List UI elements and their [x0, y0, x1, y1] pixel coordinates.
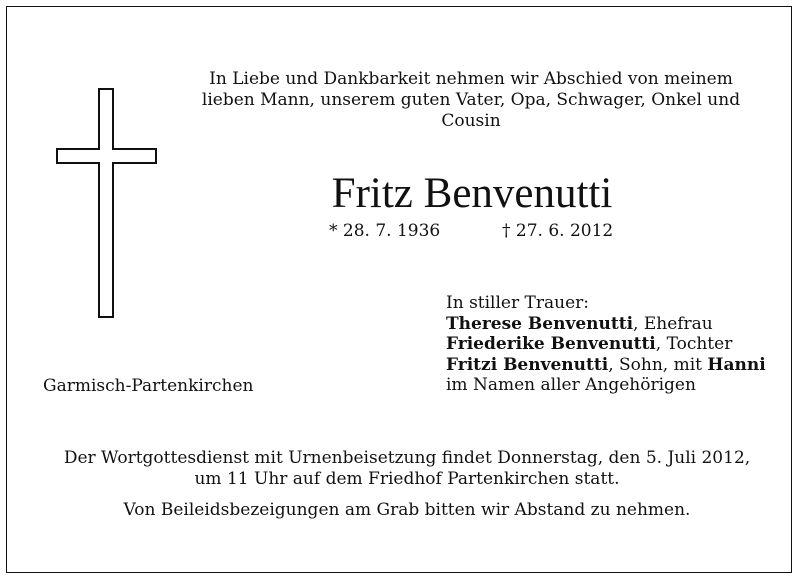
birth-date: * 28. 7. 1936	[329, 221, 441, 241]
condolence-note: Von Beileidsbezeigungen am Grab bitten wir Abstand zu nehmen.	[123, 500, 691, 520]
mourner-row	[446, 314, 791, 335]
mourners-heading: In stiller Trauer:	[446, 293, 589, 313]
mourners-block	[446, 293, 791, 396]
mourner-row	[446, 355, 791, 376]
intro-text	[165, 69, 777, 132]
intro-line-1: In Liebe und Dankbarkeit nehmen wir Abschied von meinem	[209, 69, 733, 89]
obituary-frame	[6, 6, 792, 573]
mourner-name: Therese Benvenutti	[446, 313, 634, 334]
death-date: † 27. 6. 2012	[502, 221, 614, 241]
mourner-row	[446, 334, 791, 355]
mourner-relation: , Tochter	[655, 334, 733, 354]
service-line-1: Der Wortgottesdienst mit Urnenbeisetzung findet Donnerstag, den 5. Juli 2012,	[63, 448, 751, 468]
mourner-name: Fritzi Benvenutti	[446, 354, 609, 375]
mourner-relation: , Ehefrau	[633, 313, 713, 334]
mourner-relation: , Sohn, mit	[608, 354, 708, 375]
service-line-2: um 11 Uhr auf dem Friedhof Partenkirchen statt.	[194, 469, 620, 489]
place-name: Garmisch-Partenkirchen	[43, 376, 254, 396]
service-info	[27, 448, 787, 490]
intro-line-2: lieben Mann, unserem guten Vater, Opa, Schwager, Onkel und	[201, 90, 741, 110]
intro-line-3: Cousin	[441, 111, 501, 131]
mourner-name: Friederike Benvenutti	[446, 334, 656, 354]
mourner-extra-name: Hanni	[707, 354, 766, 375]
deceased-name: Fritz Benvenutti	[331, 170, 613, 217]
cross-icon	[55, 87, 159, 319]
mourners-closing: im Namen aller Angehörigen	[446, 375, 696, 395]
